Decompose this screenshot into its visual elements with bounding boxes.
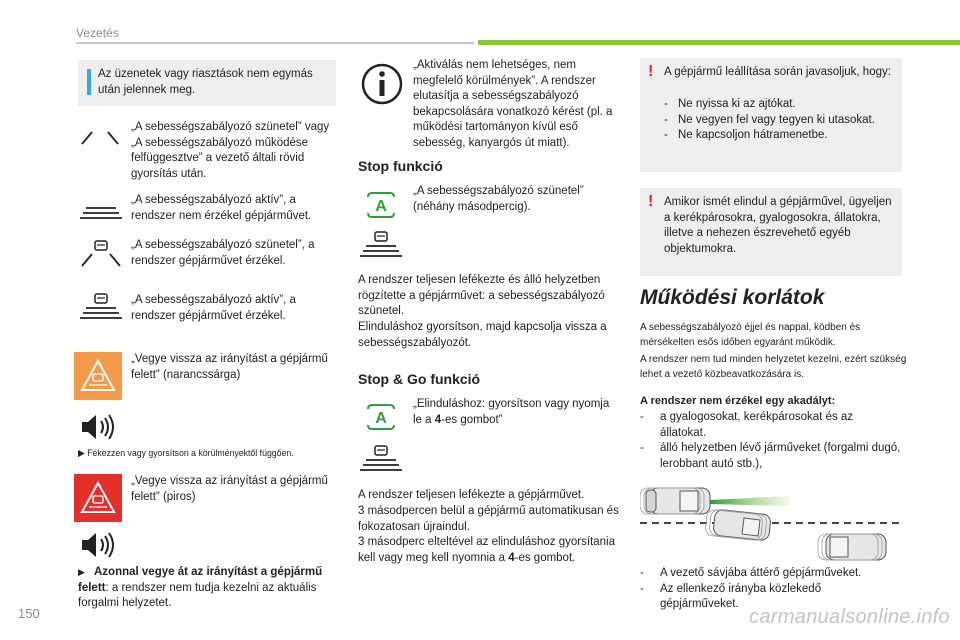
stopgo-para-3-pre: 3 másodperc elteltével az elinduláshoz gyorsítania kell vagy meg kell nyomnia a bbox=[358, 536, 615, 564]
svg-text:A: A bbox=[375, 410, 387, 427]
stopgo-paragraph-1: A rendszer teljesen lefékezte a gépjárművet. bbox=[358, 489, 585, 501]
warning-1-list bbox=[664, 97, 900, 144]
info-note-text: Az üzenetek vagy riasztások nem egymás után jelennek meg. bbox=[98, 68, 313, 96]
warning-1-item-text: Ne nyissa ki az ajtókat. bbox=[678, 98, 796, 110]
stopped-vehicle-road-icon bbox=[358, 444, 404, 474]
undetected-list bbox=[640, 410, 902, 472]
warning-exclamation-icon: ! bbox=[648, 193, 654, 210]
stopgo-paragraph-3 bbox=[358, 535, 620, 566]
warning-box-1 bbox=[640, 58, 902, 172]
list-item: - Ne vegyen fel vagy tegyen ki utasokat. bbox=[664, 113, 875, 126]
bottom-item-text: Az ellenkező irányba közlekedő gépjárműveket. bbox=[660, 582, 822, 610]
cruise-active-road-icon bbox=[78, 200, 124, 222]
page-number: 150 bbox=[18, 606, 40, 621]
warning-1-intro: A gépjármű leállítása során javasoljuk, hogy: bbox=[664, 66, 891, 78]
stopgo-item-post: -es gombot” bbox=[441, 413, 503, 426]
stopgo-heading: Stop & Go funkció bbox=[358, 371, 481, 387]
warning-1-item-text: Ne kapcsoljon hátramenetbe. bbox=[678, 129, 828, 141]
cruise-paused-vehicle-icon bbox=[78, 238, 124, 268]
info-note-box bbox=[78, 60, 336, 106]
bullet-arrow-icon: ▶ bbox=[78, 448, 85, 459]
status-item-3-text: „A sebességszabályozó szünetel”, a rendszer gépjárművet érzékel. bbox=[131, 239, 315, 267]
stopgo-para-3-key: 4 bbox=[508, 551, 515, 564]
final-instruction-rest: : a rendszer nem tudja kezelni az aktuális forgalmi helyzetet. bbox=[78, 581, 317, 609]
status-item-1-text: „A sebességszabályozó szünetel” vagy „A sebességszabályozó működése felfüggesztve” a vezető általi rövid gyorsítás után. bbox=[131, 121, 330, 180]
acc-green-a-icon bbox=[364, 190, 398, 220]
section-title: Vezetés bbox=[76, 26, 119, 40]
warning-2-text: Amikor ismét elindul a gépjárművel, ügyeljen a kerékpárosokra, gyalogosokra, állatokra, illetve a nehezen észrevehető egyéb objektumokra. bbox=[664, 196, 892, 255]
stopgo-item-key: 4 bbox=[434, 413, 442, 426]
undetected-item-text: álló helyzetben lévő járműveket (forgalmi dugó, lerobbant autó stb.), bbox=[660, 442, 901, 470]
speaker-icon bbox=[80, 530, 118, 560]
final-instruction-bold: Azonnal vegye át az irányítást a gépjármű felett bbox=[78, 566, 323, 594]
list-item: - álló helyzetben lévő járműveket (forgalmi dugó, lerobbant autó stb.), bbox=[640, 441, 902, 472]
stopped-vehicle-road-icon bbox=[358, 230, 404, 260]
status-item-4-text: „A sebességszabályozó aktív”, a rendszer gépjárművet érzékel. bbox=[131, 294, 296, 322]
takeover-red-icon bbox=[74, 474, 122, 522]
list-item: - Ne kapcsoljon hátramenetbe. bbox=[664, 129, 828, 141]
warning-1-item-text: Ne vegyen fel vagy tegyen ki utasokat. bbox=[678, 113, 875, 126]
svg-text:A: A bbox=[375, 198, 387, 215]
footnote-text: Fékezzen vagy gyorsítson a körülményektől függően. bbox=[87, 448, 294, 459]
cruise-active-vehicle-icon bbox=[78, 292, 124, 322]
undetected-heading: A rendszer nem érzékel egy akadályt: bbox=[640, 395, 836, 407]
red-item-text: „Vegye vissza az irányítást a gépjármű felett” (piros) bbox=[131, 475, 328, 503]
watermark-text: carmanualsonline.info bbox=[749, 606, 950, 628]
stopgo-item-text bbox=[413, 397, 613, 428]
stopgo-paragraph-2: 3 másodpercen belül a gépjármű automatikusan és fokozatosan újraindul. bbox=[358, 505, 619, 533]
limits-paragraph-1: A sebességszabályozó éjjel és nappal, ködben és mérsékelten esős időben egyaránt működik. bbox=[640, 322, 861, 348]
bottom-item-text: A vezető sávjába áttérő gépjárműveket. bbox=[660, 567, 862, 579]
stop-paragraph-2: Elinduláshoz gyorsítson, majd kapcsolja vissza a sebességszabályozót. bbox=[358, 321, 607, 349]
stop-heading: Stop funkció bbox=[358, 158, 443, 174]
takeover-orange-icon bbox=[74, 352, 122, 400]
list-item: - Az ellenkező irányba közlekedő gépjárműveket. bbox=[640, 582, 902, 613]
limits-heading: Működési korlátok bbox=[640, 286, 825, 309]
acc-green-a-icon bbox=[364, 402, 398, 432]
warning-exclamation-icon: ! bbox=[648, 63, 654, 80]
stop-item-text: „A sebességszabályozó szünetel” (néhány másodpercig). bbox=[413, 185, 584, 213]
header-accent-bar bbox=[478, 40, 960, 45]
status-item-2-text: „A sebességszabályozó aktív”, a rendszer nem érzékel gépjárművet. bbox=[131, 194, 312, 222]
warning-box-2 bbox=[640, 188, 902, 276]
limits-paragraph-2: A rendszer nem tud minden helyzetet kezelni, ezért szükség lehet a vezető közbeavatkozására is. bbox=[640, 354, 907, 380]
undetected-item-text: a gyalogosokat, kerékpárosokat és az állatokat. bbox=[660, 411, 854, 439]
list-item: - a gyalogosokat, kerékpárosokat és az állatokat. bbox=[640, 410, 902, 441]
speaker-icon bbox=[80, 412, 118, 442]
list-item: - A vezető sávjába áttérő gépjárműveket. bbox=[640, 566, 902, 582]
col2-info-text: „Aktiválás nem lehetséges, nem megfelelő körülmények”. A rendszer elutasítja a sebességszabályozó bekapcsolására vonatkozó kérést (pl. a működési tartományon kívül eső sebesség, kanyargós út miatt). bbox=[413, 59, 613, 149]
stop-paragraph-1: A rendszer teljesen lefékezte és álló helyzetben rögzítette a gépjárművet: a sebességszabályozó szünetel. bbox=[358, 274, 605, 317]
footnote bbox=[78, 448, 294, 459]
stopgo-para-3-post: -es gombot. bbox=[514, 551, 576, 564]
final-instruction bbox=[78, 565, 328, 612]
vehicle-cutin-illustration bbox=[640, 478, 904, 564]
status-item-5-text: „Vegye vissza az irányítást a gépjármű felett” (narancssárga) bbox=[131, 353, 328, 381]
info-bar-icon bbox=[87, 69, 91, 95]
info-circle-icon bbox=[360, 62, 404, 106]
header-divider bbox=[76, 42, 474, 44]
bullet-arrow-icon: ▶ bbox=[78, 567, 85, 577]
stopgo-item-pre: „Elinduláshoz: gyorsítson vagy nyomja le a bbox=[413, 398, 610, 426]
list-item: - Ne nyissa ki az ajtókat. bbox=[664, 98, 796, 110]
cruise-paused-icon bbox=[78, 128, 122, 146]
